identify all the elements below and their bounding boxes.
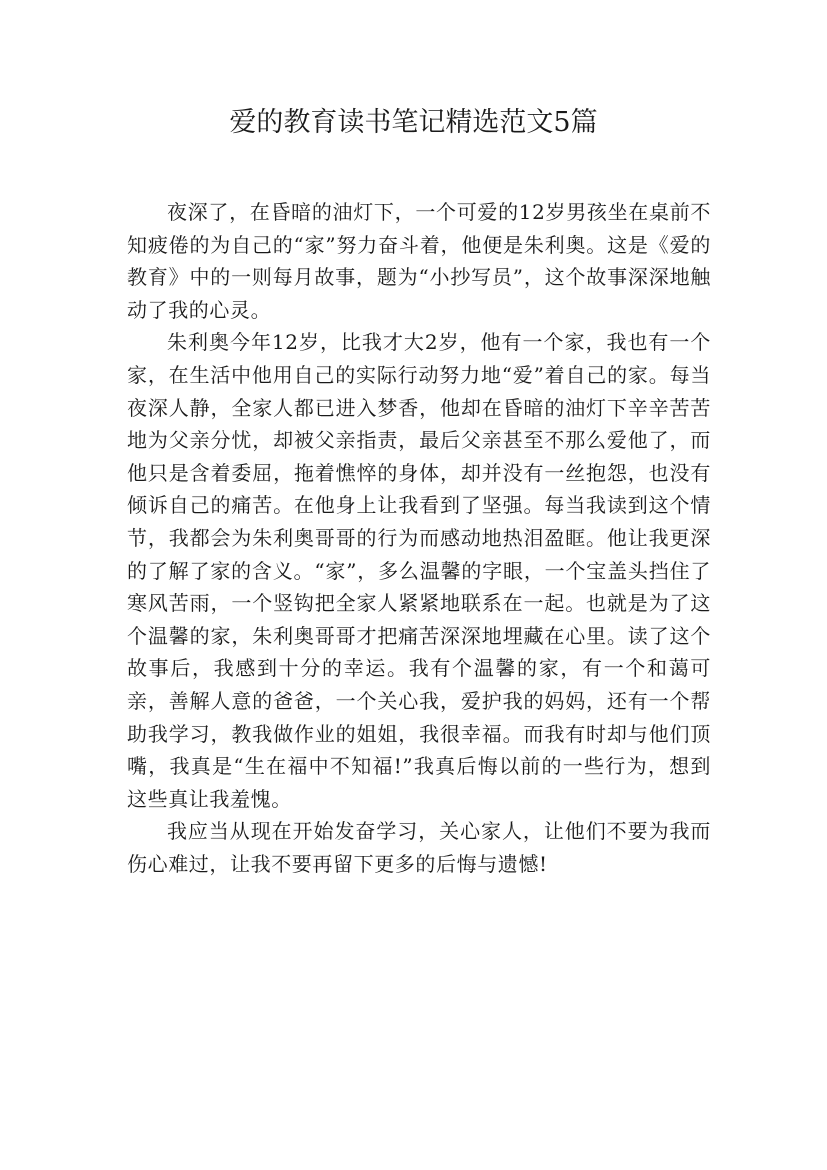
paragraph-3: 我应当从现在开始发奋学习，关心家人，让他们不要为我而伤心难过，让我不要再留下更多的后悔与遗憾! xyxy=(127,819,711,876)
paragraph-1: 夜深了，在昏暗的油灯下，一个可爱的12岁男孩坐在桌前不知疲倦的为自己的“家”努力奋斗着，他便是朱利奥。这是《爱的教育》中的一则每月故事，题为“小抄写员”，这个故事深深地触动了我的心灵。 xyxy=(127,200,711,322)
document-body xyxy=(127,196,711,880)
document-title: 爱的教育读书笔记精选范文5篇 xyxy=(229,107,598,138)
paragraph-2: 朱利奥今年12岁，比我才大2岁，他有一个家，我也有一个家，在生活中他用自己的实际行动努力地“爱”着自己的家。每当夜深人静，全家人都已进入梦香，他却在昏暗的油灯下辛辛苦苦地为父亲分忧，却被父亲指责，最后父亲甚至不那么爱他了，而他只是含着委屈，拖着憔悴的身体，却并没有一丝抱怨，也没有倾诉自己的痛苦。在他身上让我看到了坚强。每当我读到这个情节，我都会为朱利奥哥哥的行为而感动地热泪盈眶。他让我更深的了解了家的含义。“家”，多么温馨的字眼，一个宝盖头挡住了寒风苦雨，一个竖钩把全家人紧紧地联系在一起。也就是为了这个温馨的家，朱利奥哥哥才把痛苦深深地埋藏在心里。读了这个故事后，我感到十分的幸运。我有个温馨的家，有一个和蔼可亲，善解人意的爸爸，一个关心我，爱护我的妈妈，还有一个帮助我学习，教我做作业的姐姐，我很幸福。而我有时却与他们顶嘴，我真是“生在福中不知福!”我真后悔以前的一些行为，想到这些真让我羞愧。 xyxy=(127,330,711,811)
